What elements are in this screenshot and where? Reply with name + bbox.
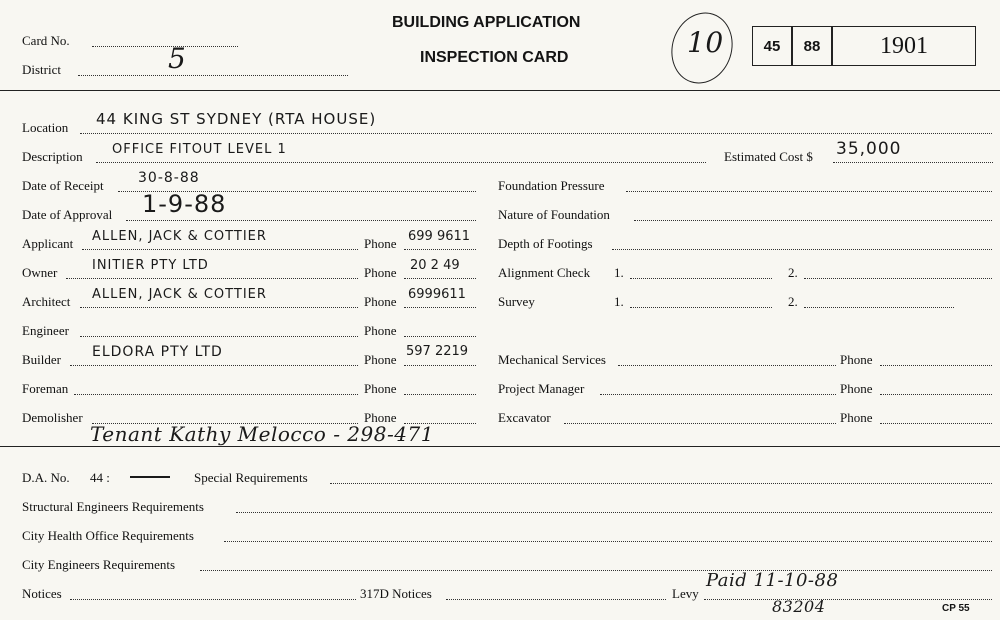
owner-label: Owner — [22, 265, 58, 280]
excavator-label: Excavator — [498, 410, 551, 425]
health-requirements-line — [224, 541, 992, 542]
city-engineers-requirements-label: City Engineers Requirements — [22, 557, 176, 572]
levy-label: Levy — [672, 586, 699, 601]
notices-label: Notices — [22, 586, 62, 601]
notices-317d-label: 317D Notices — [360, 586, 432, 601]
demolisher-label: Demolisher — [22, 410, 83, 425]
project-manager-label: Project Manager — [498, 381, 585, 396]
demolisher-phone-label: Phone — [364, 410, 397, 425]
circled-number: 10 — [687, 26, 724, 59]
architect-line — [80, 307, 358, 308]
project-manager-line — [600, 394, 836, 395]
notices-line — [70, 599, 356, 600]
number-box-1-value: 45 — [763, 37, 781, 55]
health-requirements-label: City Health Office Requirements — [22, 528, 194, 543]
da-no-value: 44 : — [90, 470, 110, 485]
date-of-approval-line — [126, 220, 476, 221]
builder-line — [70, 365, 358, 366]
tenant-note: Tenant Kathy Melocco - 298-471 — [90, 422, 434, 446]
architect-label: Architect — [22, 294, 71, 309]
owner-phone-value: 20 2 49 — [410, 258, 460, 273]
alignment-check-line-2 — [804, 278, 992, 279]
header-divider — [0, 90, 1000, 91]
owner-phone-label: Phone — [364, 265, 397, 280]
engineer-phone-line — [404, 336, 476, 337]
special-requirements-line — [330, 483, 992, 484]
district-label: District — [22, 62, 61, 77]
description-value: OFFICE FITOUT LEVEL 1 — [112, 142, 287, 157]
project-manager-phone-line — [880, 394, 992, 395]
date-of-approval-label: Date of Approval — [22, 207, 113, 222]
location-line — [80, 133, 992, 134]
builder-phone-value: 597 2219 — [406, 344, 469, 359]
engineer-phone-label: Phone — [364, 323, 397, 338]
excavator-phone-label: Phone — [840, 410, 873, 425]
card-no-line — [92, 46, 238, 47]
da-no-dash — [130, 476, 170, 478]
foreman-line — [74, 394, 358, 395]
architect-phone-value: 6999611 — [408, 287, 466, 302]
engineer-label: Engineer — [22, 323, 69, 338]
district-value: 5 — [168, 42, 187, 75]
alignment-check-line-1 — [630, 278, 772, 279]
mechanical-services-line — [618, 365, 836, 366]
nature-of-foundation-label: Nature of Foundation — [498, 207, 610, 222]
number-box-2-value: 88 — [803, 37, 821, 55]
architect-value: ALLEN, JACK & COTTIER — [92, 287, 267, 302]
mechanical-services-label: Mechanical Services — [498, 352, 606, 367]
location-label: Location — [22, 120, 69, 135]
description-line — [96, 162, 706, 163]
alignment-check-num1: 1. — [614, 265, 624, 280]
levy-value: Paid 11-10-88 — [706, 570, 839, 591]
builder-phone-label: Phone — [364, 352, 397, 367]
number-box-2 — [792, 26, 832, 66]
depth-of-footings-line — [612, 249, 992, 250]
nature-of-foundation-line — [634, 220, 992, 221]
requirements-divider — [0, 446, 1000, 447]
foreman-phone-line — [404, 394, 476, 395]
number-box-3 — [832, 26, 976, 66]
applicant-phone-line — [404, 249, 476, 250]
builder-label: Builder — [22, 352, 61, 367]
district-line — [78, 75, 348, 76]
alignment-check-num2: 2. — [788, 265, 798, 280]
foundation-pressure-line — [626, 191, 992, 192]
mechanical-services-phone-line — [880, 365, 992, 366]
survey-line-1 — [630, 307, 772, 308]
number-box-1 — [752, 26, 792, 66]
estimated-cost-value: 35,000 — [836, 139, 902, 159]
structural-requirements-label: Structural Engineers Requirements — [22, 499, 204, 514]
receipt-number: 83204 — [772, 597, 826, 616]
estimated-cost-line — [833, 162, 993, 163]
foreman-label: Foreman — [22, 381, 69, 396]
architect-phone-line — [404, 307, 476, 308]
survey-num2: 2. — [788, 294, 798, 309]
levy-line — [704, 599, 992, 600]
applicant-phone-value: 699 9611 — [408, 229, 471, 244]
description-label: Description — [22, 149, 83, 164]
applicant-line — [82, 249, 358, 250]
da-no-label: D.A. No. — [22, 470, 70, 485]
builder-phone-line — [404, 365, 476, 366]
special-requirements-label: Special Requirements — [194, 470, 308, 485]
foundation-pressure-label: Foundation Pressure — [498, 178, 605, 193]
date-of-receipt-label: Date of Receipt — [22, 178, 104, 193]
excavator-phone-line — [880, 423, 992, 424]
estimated-cost-label: Estimated Cost $ — [724, 149, 813, 164]
location-value: 44 KING ST SYDNEY (RTA HOUSE) — [96, 110, 377, 128]
survey-label: Survey — [498, 294, 535, 309]
city-engineers-requirements-line — [200, 570, 992, 571]
survey-line-2 — [804, 307, 954, 308]
applicant-value: ALLEN, JACK & COTTIER — [92, 229, 267, 244]
depth-of-footings-label: Depth of Footings — [498, 236, 593, 251]
foreman-phone-label: Phone — [364, 381, 397, 396]
date-of-approval-value: 1-9-88 — [142, 190, 227, 218]
builder-value: ELDORA PTY LTD — [92, 344, 223, 360]
mechanical-services-phone-label: Phone — [840, 352, 873, 367]
applicant-label: Applicant — [22, 236, 74, 251]
owner-line — [66, 278, 358, 279]
architect-phone-label: Phone — [364, 294, 397, 309]
alignment-check-label: Alignment Check — [498, 265, 591, 280]
survey-num1: 1. — [614, 294, 624, 309]
number-box-3-value: 1901 — [880, 32, 928, 59]
card-subtitle: INSPECTION CARD — [420, 49, 569, 66]
card-title: BUILDING APPLICATION — [392, 14, 581, 31]
structural-requirements-line — [236, 512, 992, 513]
excavator-line — [564, 423, 836, 424]
notices-317d-line — [446, 599, 666, 600]
engineer-line — [80, 336, 358, 337]
owner-phone-line — [404, 278, 476, 279]
card-no-label: Card No. — [22, 33, 70, 48]
owner-value: INITIER PTY LTD — [92, 258, 209, 273]
form-code: CP 55 — [942, 603, 970, 614]
project-manager-phone-label: Phone — [840, 381, 873, 396]
date-of-receipt-value: 30-8-88 — [138, 170, 200, 186]
applicant-phone-label: Phone — [364, 236, 397, 251]
